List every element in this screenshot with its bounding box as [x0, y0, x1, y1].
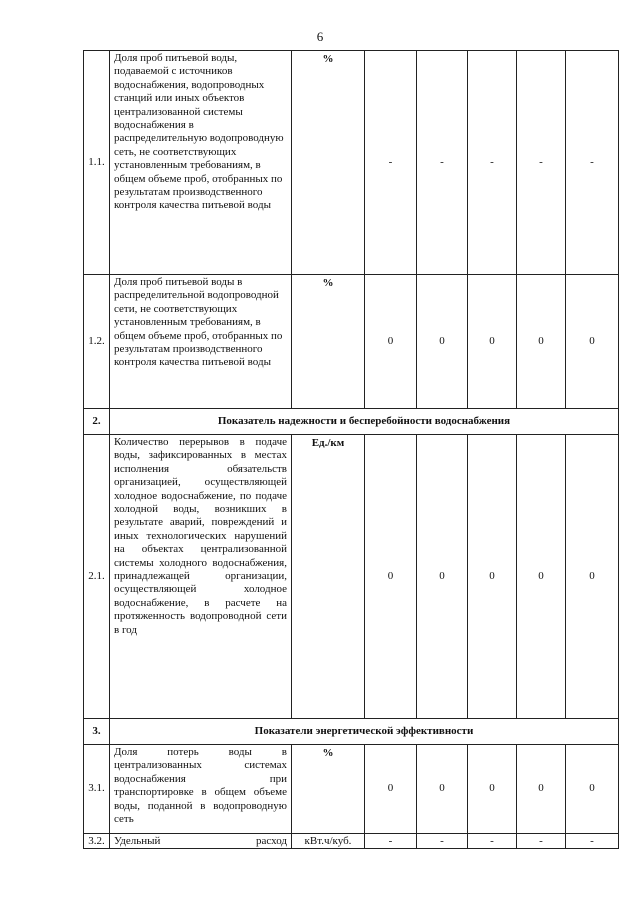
indicator-description: Количество перерывов в подаче воды, зафиксированных в местах исполнения обязательств организацией, осуществляющей холодное водоснабжение, по подаче холодной воды, возникших в результате аварий, повреждений и иных технологических нарушений на объектах централизованной системы холодного водоснабжения, принадлежащей организации, осуществляющей холодное водоснабжение, в расчете на протяженность водопроводной сети в год: [110, 435, 292, 719]
indicators-table: [83, 50, 619, 849]
table-row: [84, 51, 619, 275]
page-number: 6: [316, 29, 324, 44]
table-row: [84, 745, 619, 834]
table-row: [84, 275, 619, 409]
value-cell: 0: [365, 745, 417, 834]
unit-cell: кВт.ч/куб.: [292, 834, 365, 849]
section-number: 2.: [84, 409, 110, 435]
unit-cell: %: [292, 51, 365, 275]
value-cell: -: [468, 834, 517, 849]
value-cell: 0: [468, 745, 517, 834]
value-cell: -: [566, 834, 619, 849]
unit-cell: Ед./км: [292, 435, 365, 719]
section-title: Показатели энергетической эффективности: [110, 719, 619, 745]
indicator-description: Доля потерь воды в централизованных системах водоснабжения при транспортировке в общем объеме воды, поданной в водопроводную сеть: [110, 745, 292, 834]
unit-cell: %: [292, 275, 365, 409]
value-cell: 0: [566, 275, 619, 409]
value-cell: 0: [517, 275, 566, 409]
section-title: Показатель надежности и бесперебойности водоснабжения: [110, 409, 619, 435]
value-cell: 0: [517, 435, 566, 719]
value-cell: -: [365, 834, 417, 849]
value-cell: -: [517, 51, 566, 275]
value-cell: 0: [566, 435, 619, 719]
value-cell: 0: [566, 745, 619, 834]
row-number: 3.1.: [84, 745, 110, 834]
value-cell: -: [417, 834, 468, 849]
indicator-description: Удельный расход: [110, 834, 292, 849]
value-cell: -: [365, 51, 417, 275]
value-cell: -: [468, 51, 517, 275]
table-row: [84, 435, 619, 719]
value-cell: 0: [468, 275, 517, 409]
unit-cell: %: [292, 745, 365, 834]
table-row: [84, 834, 619, 849]
value-cell: 0: [365, 435, 417, 719]
value-cell: -: [417, 51, 468, 275]
value-cell: -: [517, 834, 566, 849]
row-number: 2.1.: [84, 435, 110, 719]
row-number: 3.2.: [84, 834, 110, 849]
value-cell: 0: [417, 435, 468, 719]
row-number: 1.2.: [84, 275, 110, 409]
row-number: 1.1.: [84, 51, 110, 275]
value-cell: 0: [468, 435, 517, 719]
value-cell: 0: [517, 745, 566, 834]
section-row: [84, 409, 619, 435]
value-cell: -: [566, 51, 619, 275]
value-cell: 0: [417, 275, 468, 409]
indicator-description: Доля проб питьевой воды, подаваемой с источников водоснабжения, водопроводных станций или иных объектов централизованной системы водоснабжения в распределительную водопроводную сеть, не соответствующих установленным требованиям, в общем объеме проб, отобранных по результатам производственного контроля качества питьевой воды: [110, 51, 292, 275]
value-cell: 0: [365, 275, 417, 409]
section-number: 3.: [84, 719, 110, 745]
section-row: [84, 719, 619, 745]
value-cell: 0: [417, 745, 468, 834]
indicator-description: Доля проб питьевой воды в распределительной водопроводной сети, не соответствующих установленным требованиям, в общем объеме проб, отобранных по результатам производственного контроля качества питьевой воды: [110, 275, 292, 409]
